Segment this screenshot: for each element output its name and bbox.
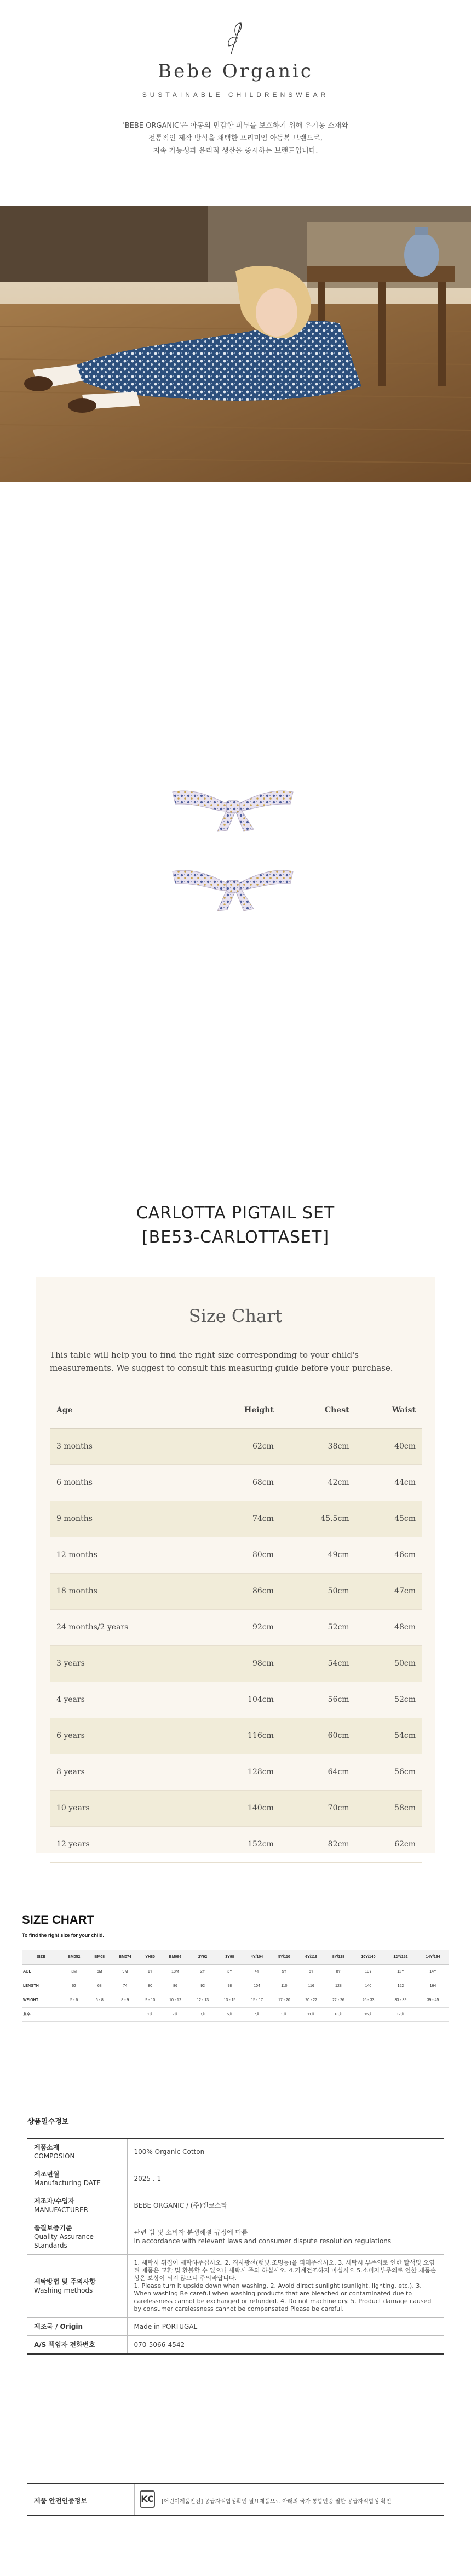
mini-cell: 68 <box>88 1979 111 1993</box>
info-row <box>27 2318 444 2336</box>
age-cell: 12 years <box>50 1826 203 1862</box>
height-cell: 152cm <box>203 1826 280 1862</box>
chest-cell: 70cm <box>280 1790 356 1826</box>
size-chart-row <box>50 1645 422 1682</box>
height-cell: 128cm <box>203 1754 280 1790</box>
waist-cell: 58cm <box>356 1790 422 1826</box>
mini-cell: 5 - 6 <box>60 1993 88 2007</box>
info-key-en: COMPOSION <box>34 2152 75 2160</box>
waist-cell: 62cm <box>356 1826 422 1862</box>
product-name: CARLOTTA PIGTAIL SET <box>136 1204 335 1223</box>
info-row <box>27 2165 444 2192</box>
info-row <box>27 2336 444 2355</box>
brand-intro <box>110 119 361 157</box>
mini-header-cell: 6Y/116 <box>298 1950 325 1964</box>
info-value: 100% Organic Cotton <box>127 2138 444 2165</box>
info-key-ko: 제조국 / Origin <box>34 2323 83 2330</box>
info-key-en: Washing methods <box>34 2287 93 2294</box>
mini-chart-title: SIZE CHART <box>22 1913 94 1927</box>
mini-header-cell: 8Y/128 <box>325 1950 352 1964</box>
mini-chart-row <box>22 2007 449 2021</box>
size-chart-row <box>50 1573 422 1609</box>
info-key-en: Quality Assurance Standards <box>34 2233 94 2249</box>
chest-cell: 54cm <box>280 1645 356 1682</box>
mini-header-cell: 3Y98 <box>216 1950 243 1964</box>
mini-cell: 2Y <box>189 1964 216 1979</box>
mini-cell: 86 <box>161 1979 189 1993</box>
mini-cell: 80 <box>139 1979 161 1993</box>
waist-cell: 48cm <box>356 1609 422 1645</box>
age-cell: 4 years <box>50 1682 203 1718</box>
mini-cell: 62 <box>60 1979 88 1993</box>
mini-chart-header-row <box>22 1950 449 1964</box>
height-cell: 116cm <box>203 1718 280 1754</box>
age-cell: 24 months/2 years <box>50 1609 203 1645</box>
mini-cell: 1Y <box>139 1964 161 1979</box>
info-value: BEBE ORGANIC / (주)엔코스타 <box>127 2192 444 2219</box>
mini-header-cell: BM08 <box>88 1950 111 1964</box>
height-cell: 68cm <box>203 1464 280 1501</box>
mini-cell <box>417 2007 449 2021</box>
info-key-ko: 품질보증기준 <box>34 2224 72 2232</box>
mini-cell: 110 <box>271 1979 297 1993</box>
mini-cell: 15호 <box>352 2007 384 2021</box>
info-key <box>27 2219 127 2255</box>
mini-cell: 12 - 13 <box>189 1993 216 2007</box>
info-key-ko: A/S 책임자 전화번호 <box>34 2341 95 2349</box>
mini-chart-subtitle: To find the right size for your child. <box>22 1933 104 1938</box>
info-key <box>27 2192 127 2219</box>
age-cell: 6 months <box>50 1464 203 1501</box>
product-title <box>0 1201 471 1250</box>
mini-header-cell: BM086 <box>161 1950 189 1964</box>
mini-cell: 8 - 9 <box>111 1993 139 2007</box>
mini-cell: 140 <box>352 1979 384 1993</box>
mini-cell <box>88 2007 111 2021</box>
chest-cell: 50cm <box>280 1573 356 1609</box>
product-image <box>0 482 471 1184</box>
header-height: Height <box>203 1392 280 1428</box>
age-cell: 3 years <box>50 1645 203 1682</box>
info-key-ko: 세탁방법 및 주의사항 <box>34 2278 96 2286</box>
waist-cell: 46cm <box>356 1537 422 1573</box>
info-row <box>27 2219 444 2255</box>
size-chart-title: Size Chart <box>188 1306 283 1326</box>
info-value: 070-5066-4542 <box>127 2336 444 2355</box>
mini-cell: 4Y <box>243 1964 271 1979</box>
mini-cell: 128 <box>325 1979 352 1993</box>
mini-header-cell: 14Y/164 <box>417 1950 449 1964</box>
mini-cell: 164 <box>417 1979 449 1993</box>
chest-cell: 52cm <box>280 1609 356 1645</box>
mini-cell: 9 - 10 <box>139 1993 161 2007</box>
mini-chart-row <box>22 1964 449 1979</box>
mini-cell: 7호 <box>243 2007 271 2021</box>
age-cell: 8 years <box>50 1754 203 1790</box>
brand-header <box>0 0 471 206</box>
mini-cell: 9M <box>111 1964 139 1979</box>
chest-cell: 45.5cm <box>280 1501 356 1537</box>
age-cell: 9 months <box>50 1501 203 1537</box>
mini-row-label: LENGTH <box>22 1979 60 1993</box>
age-cell: 10 years <box>50 1790 203 1826</box>
mini-cell: 6 - 8 <box>88 1993 111 2007</box>
height-cell: 80cm <box>203 1537 280 1573</box>
height-cell: 86cm <box>203 1573 280 1609</box>
mini-cell: 15 - 17 <box>243 1993 271 2007</box>
mini-header-cell: 2Y92 <box>189 1950 216 1964</box>
size-chart-header-row <box>50 1392 422 1428</box>
size-chart-row <box>50 1609 422 1645</box>
info-key <box>27 2336 127 2355</box>
header-waist: Waist <box>356 1392 422 1428</box>
mini-cell: 9호 <box>271 2007 297 2021</box>
waist-cell: 52cm <box>356 1682 422 1718</box>
height-cell: 62cm <box>203 1428 280 1464</box>
bow-clip-top <box>167 781 298 836</box>
mini-cell: 6Y <box>298 1964 325 1979</box>
mini-cell: 26 - 33 <box>352 1993 384 2007</box>
mini-cell: 17호 <box>384 2007 417 2021</box>
mini-cell: 2호 <box>161 2007 189 2021</box>
info-key-en: MANUFACTURER <box>34 2206 88 2214</box>
info-key <box>27 2138 127 2165</box>
header-age: Age <box>50 1392 203 1428</box>
mini-chart-table <box>22 1950 449 2022</box>
product-info-table <box>27 2138 444 2355</box>
info-key <box>27 2165 127 2192</box>
height-cell: 140cm <box>203 1790 280 1826</box>
size-chart-row <box>50 1428 422 1464</box>
mini-cell: 3호 <box>189 2007 216 2021</box>
mini-cell: 39 - 45 <box>417 1993 449 2007</box>
mini-cell: 104 <box>243 1979 271 1993</box>
mini-header-cell: 5Y/110 <box>271 1950 297 1964</box>
mini-header-cell: BM074 <box>111 1950 139 1964</box>
mini-cell: 13호 <box>325 2007 352 2021</box>
mini-cell: 74 <box>111 1979 139 1993</box>
mini-chart-row <box>22 1979 449 1993</box>
height-cell: 104cm <box>203 1682 280 1718</box>
mini-cell: 6M <box>88 1964 111 1979</box>
size-chart-row <box>50 1682 422 1718</box>
age-cell: 12 months <box>50 1537 203 1573</box>
size-chart-row <box>50 1718 422 1754</box>
chest-cell: 82cm <box>280 1826 356 1862</box>
mini-row-label: 호수 <box>22 2007 60 2021</box>
age-cell: 18 months <box>50 1573 203 1609</box>
cert-divider <box>134 2484 135 2515</box>
mini-cell: 5호 <box>216 2007 243 2021</box>
info-value: 1. 세탁시 뒤집어 세탁하주십시오. 2. 직사광선(햇빛,조명등)을 피해주십시오. 3. 세탁시 부주의로 인한 탈색및 오염된 제품은 교환 및 환불할 수 없으니 세탁시 주의 하십시오. 4.기계건조하지 마십시오 5.소비자부주의로 인한 제품손상은 보상이 되지 않으니 주의바랍니다. 1. Please turn it upside down when washing. 2. Avoid direct sunlight (sunlight, lighting, etc.). 3. When washing Be careful when washing products that are bleached or contaminated due to carelessness cannot be exchanged or refunded. 4. Do not machine dry. 5. Product damage caused by consumer carelessness cannot be compensated Please be careful. <box>127 2255 444 2318</box>
mini-cell: 98 <box>216 1979 243 1993</box>
chest-cell: 38cm <box>280 1428 356 1464</box>
lifestyle-photo-illustration <box>0 206 471 482</box>
chest-cell: 42cm <box>280 1464 356 1501</box>
mini-header-cell: BM052 <box>60 1950 88 1964</box>
mini-cell: 13 - 15 <box>216 1993 243 2007</box>
chest-cell: 60cm <box>280 1718 356 1754</box>
mini-cell <box>60 2007 88 2021</box>
cert-label: 제품 안전인증정보 <box>34 2497 87 2505</box>
height-cell: 98cm <box>203 1645 280 1682</box>
height-cell: 92cm <box>203 1609 280 1645</box>
mini-row-label: AGE <box>22 1964 60 1979</box>
brand-logo: Bebe Organic <box>158 60 313 82</box>
mini-row-label: WEIGHT <box>22 1993 60 2007</box>
mini-header-cell: SIZE <box>22 1950 60 1964</box>
lifestyle-photo <box>0 206 471 482</box>
info-row <box>27 2138 444 2165</box>
mini-cell: 10Y <box>352 1964 384 1979</box>
age-cell: 3 months <box>50 1428 203 1464</box>
chest-cell: 64cm <box>280 1754 356 1790</box>
mini-header-cell: 12Y/152 <box>384 1950 417 1964</box>
waist-cell: 47cm <box>356 1573 422 1609</box>
intro-line: 전통적인 제작 방식을 채택한 프리미엄 아동복 브랜드로, <box>148 134 323 143</box>
intro-line: 'BEBE ORGANIC'은 아동의 민감한 피부를 보호하기 위해 유기농 소재와 <box>123 122 348 130</box>
info-value: 2025 . 1 <box>127 2165 444 2192</box>
mini-cell: 152 <box>384 1979 417 1993</box>
sprig-logo-icon <box>219 15 252 59</box>
waist-cell: 44cm <box>356 1464 422 1501</box>
product-info-title: 상품필수정보 <box>27 2118 69 2126</box>
mini-cell: 3Y <box>216 1964 243 1979</box>
size-chart-table <box>50 1392 422 1863</box>
size-chart-row <box>50 1826 422 1862</box>
mini-cell: 20 - 22 <box>298 1993 325 2007</box>
mini-cell: 33 - 39 <box>384 1993 417 2007</box>
mini-cell <box>111 2007 139 2021</box>
mini-cell: 12Y <box>384 1964 417 1979</box>
size-chart-row <box>50 1537 422 1573</box>
mini-cell: 22 - 26 <box>325 1993 352 2007</box>
mini-header-cell: YH80 <box>139 1950 161 1964</box>
header-chest: Chest <box>280 1392 356 1428</box>
waist-cell: 54cm <box>356 1718 422 1754</box>
chest-cell: 56cm <box>280 1682 356 1718</box>
waist-cell: 45cm <box>356 1501 422 1537</box>
mini-cell: 1호 <box>139 2007 161 2021</box>
info-key-ko: 제품소재 <box>34 2144 60 2151</box>
info-key-en: Manufacturing DATE <box>34 2179 101 2187</box>
intro-line: 지속 가능성과 윤리적 생산을 중시하는 브랜드입니다. <box>153 147 318 155</box>
age-cell: 6 years <box>50 1718 203 1754</box>
product-code: [BE53-CARLOTTASET] <box>141 1228 330 1247</box>
info-value: 관련 법 및 소비자 분쟁해결 규정에 따름 In accordance with relevant laws and consumer dispute resolution regulations <box>127 2219 444 2255</box>
mini-size-chart <box>22 1913 449 2044</box>
size-chart-card <box>36 1277 435 1853</box>
size-chart-description: This table will help you to find the right size corresponding to your child's measurements. We suggest to consult this measuring guide before your purchase. <box>50 1350 393 1373</box>
mini-cell: 18M <box>161 1964 189 1979</box>
safety-certification <box>27 2483 444 2516</box>
mini-chart-row <box>22 1993 449 2007</box>
mini-header-cell: 10Y/140 <box>352 1950 384 1964</box>
waist-cell: 40cm <box>356 1428 422 1464</box>
info-key-ko: 제조년월 <box>34 2170 60 2178</box>
size-chart-row <box>50 1464 422 1501</box>
mini-cell: 92 <box>189 1979 216 1993</box>
size-chart-row <box>50 1501 422 1537</box>
waist-cell: 56cm <box>356 1754 422 1790</box>
height-cell: 74cm <box>203 1501 280 1537</box>
mini-cell: 8Y <box>325 1964 352 1979</box>
kc-mark-icon: KC <box>140 2490 155 2508</box>
chest-cell: 49cm <box>280 1537 356 1573</box>
size-chart-row <box>50 1754 422 1790</box>
waist-cell: 50cm <box>356 1645 422 1682</box>
info-row <box>27 2255 444 2318</box>
mini-cell: 17 - 20 <box>271 1993 297 2007</box>
cert-value: [어린이제품안전] 공급자적합성확인 필요제품으로 아래의 국가 통합인증 필한 공급자적합성 확인 <box>162 2499 392 2505</box>
mini-cell: 10 - 12 <box>161 1993 189 2007</box>
mini-cell: 14Y <box>417 1964 449 1979</box>
mini-cell: 5Y <box>271 1964 297 1979</box>
mini-cell: 3M <box>60 1964 88 1979</box>
brand-tagline: SUSTAINABLE CHILDRENSWEAR <box>142 91 329 99</box>
info-value: Made in PORTUGAL <box>127 2318 444 2336</box>
info-key <box>27 2318 127 2336</box>
size-chart-row <box>50 1790 422 1826</box>
mini-cell: 116 <box>298 1979 325 1993</box>
info-row <box>27 2192 444 2219</box>
info-key-ko: 제조자/수입자 <box>34 2197 74 2205</box>
mini-header-cell: 4Y/104 <box>243 1950 271 1964</box>
bow-clip-bottom <box>167 860 298 915</box>
mini-cell: 11호 <box>298 2007 325 2021</box>
info-key <box>27 2255 127 2318</box>
